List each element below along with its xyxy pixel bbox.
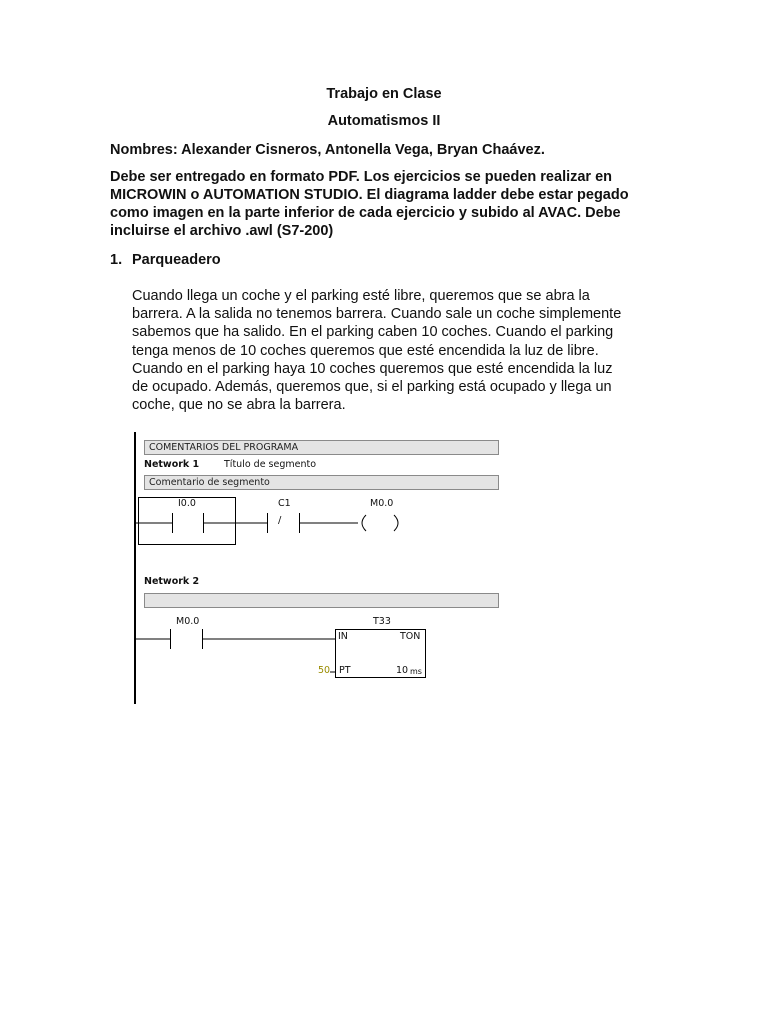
instruction-line: como imagen en la parte inferior de cada ejercicio y subido al AVAC. Debe [110,205,621,221]
document-title: Trabajo en Clase [326,86,442,102]
contact-c1-label: C1 [278,498,291,509]
description-line: Cuando llega un coche y el parking esté libre, queremos que se abra la [132,288,590,304]
names-line: Nombres: Alexander Cisneros, Antonella Vega, Bryan Chaávez. [110,142,545,158]
timer-base-unit: ms [410,667,422,676]
timer-base-value: 10 [396,665,409,676]
description-line: sabemos que ha salido. En el parking caben 10 coches. Cuando el parking [132,324,614,341]
contact-c1-negation: / [278,515,282,526]
description-line: Cuando en el parking haya 10 coches queremos que esté encendida la luz [132,360,613,377]
ladder-wiring [132,432,499,704]
program-comments-bar: COMENTARIOS DEL PROGRAMA [144,440,499,455]
network1-title: Título de segmento [224,459,317,470]
instructions-block [110,168,670,240]
ladder-diagram [132,432,499,704]
description-line: tenga menos de 10 coches queremos que esté encendida la luz de libre. [132,342,599,359]
timer-in-label: IN [338,631,348,642]
instruction-line: incluirse el archivo .awl (S7-200) [110,223,334,239]
timer-name: T33 [373,616,391,627]
network1-comment-bar: Comentario de segmento [144,475,499,490]
timer-pt-label: PT [339,665,351,676]
instruction-line: Debe ser entregado en formato PDF. Los ejercicios se pueden realizar en [110,169,613,185]
exercise-title: Parqueadero [132,252,221,268]
exercise-number: 1. [110,252,123,268]
network1-label: Network 1 [144,459,200,470]
document-subtitle: Automatismos II [327,113,441,129]
description-line: de ocupado. Además, queremos que, si el parking está ocupado y llega un [132,379,612,396]
instruction-line: MICROWIN o AUTOMATION STUDIO. El diagrama ladder debe estar pegado [110,187,629,203]
timer-pt-value: 50 [318,665,331,676]
coil-m00-label: M0.0 [370,498,394,509]
timer-type-label: TON [400,631,421,642]
description-line: barrera. A la salida no tenemos barrera. Cuando sale un coche simplemente [132,306,622,323]
contact-i00-label: I0.0 [178,498,196,509]
exercise-description [132,287,652,414]
network2-label: Network 2 [144,576,200,587]
contact-m00-label: M0.0 [176,616,200,627]
description-line: coche, que no se abra la barrera. [132,397,346,414]
